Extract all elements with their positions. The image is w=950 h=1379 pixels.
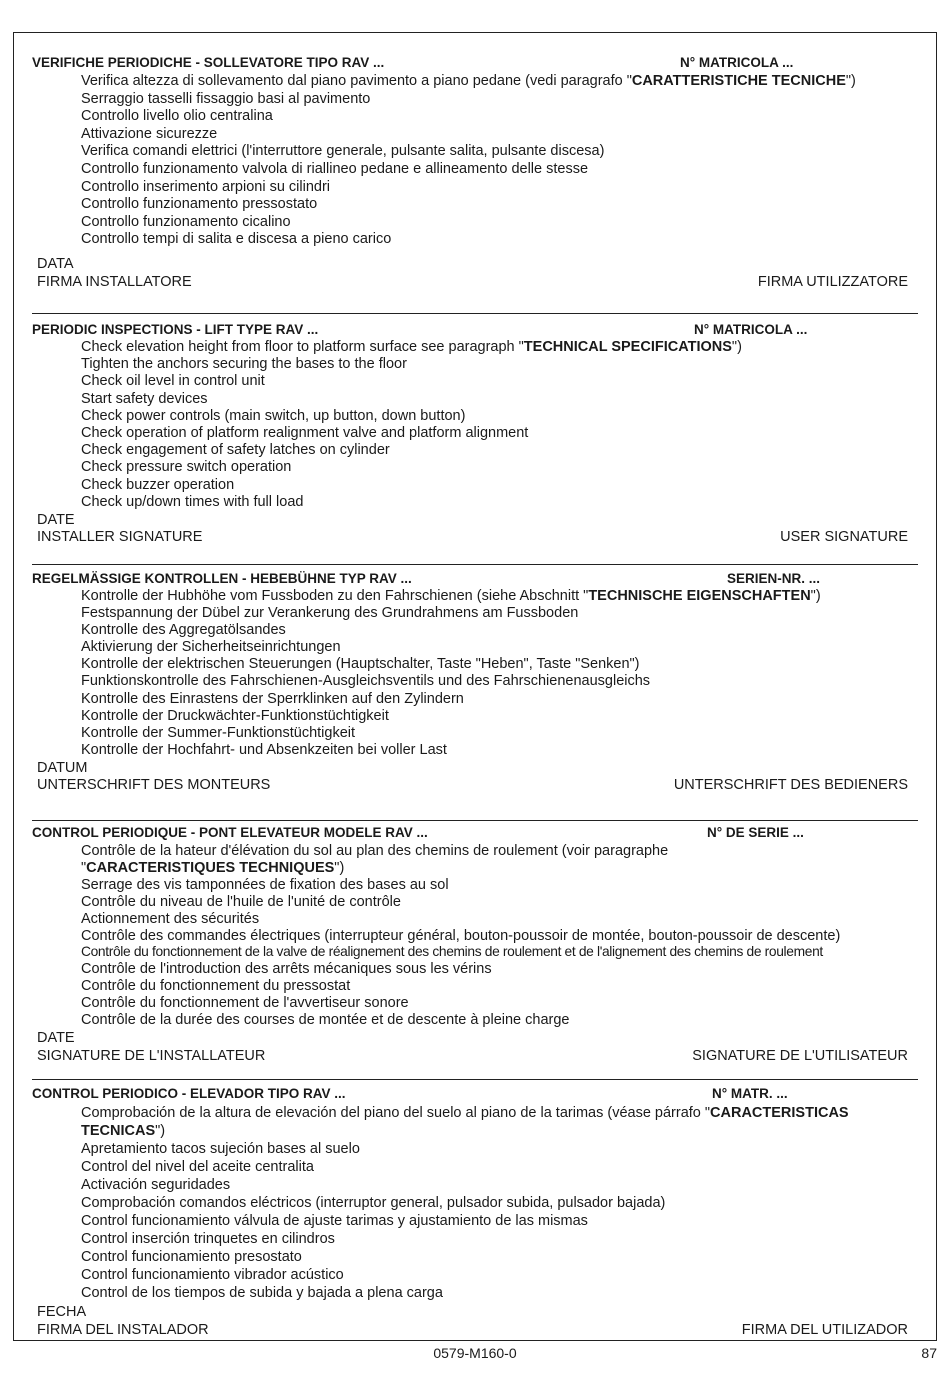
checklist-item — [81, 1122, 926, 1140]
section-title: PERIODIC INSPECTIONS - LIFT TYPE RAV ... — [32, 322, 319, 337]
installer-signature-label: SIGNATURE DE L'INSTALLATEUR — [37, 1048, 266, 1064]
user-signature-label: UNTERSCHRIFT DES BEDIENERS — [673, 777, 908, 793]
section-divider — [32, 820, 918, 821]
checklist-item — [81, 860, 926, 877]
checklist-item: Activación seguridades — [81, 1177, 231, 1193]
item-text: Verifica altezza di sollevamento dal piano pavimento a piano pedane (vedi paragrafo " — [81, 73, 632, 89]
checklist-item: Aktivierung der Sicherheitseinrichtungen — [81, 639, 341, 656]
section-title: REGELMÄSSIGE KONTROLLEN - HEBEBÜHNE TYP RAV ... — [32, 571, 412, 586]
section-divider — [32, 1079, 918, 1080]
serial-label: SERIEN-NR. ... — [727, 571, 821, 586]
checklist-item: Contrôle du fonctionnement du pressostat — [81, 978, 351, 995]
checklist-item: Control inserción trinquetes en cilindros — [81, 1231, 335, 1247]
item-text: " — [81, 859, 87, 876]
item-text: ") — [334, 859, 345, 876]
item-reference: TECHNISCHE EIGENSCHAFTEN — [588, 588, 811, 604]
serial-label: N° DE SERIE ... — [707, 825, 804, 840]
user-signature-label: FIRMA UTILIZZATORE — [757, 274, 908, 290]
installer-signature-label: INSTALLER SIGNATURE — [37, 529, 203, 545]
checklist-item: Kontrolle der Hochfahrt- und Absenkzeiten bei voller Last — [81, 741, 447, 758]
checklist-item: Control funcionamiento válvula de ajuste tarimas y ajustamiento de las mismas — [81, 1213, 588, 1229]
checklist-item: Contrôle du fonctionnement de l'avvertiseur sonore — [81, 995, 409, 1012]
date-label: DATE — [37, 1030, 75, 1046]
page-frame — [13, 32, 937, 1341]
checklist-item: Check power controls (main switch, up button, down button) — [81, 407, 466, 424]
installer-signature-label: FIRMA DEL INSTALADOR — [37, 1322, 209, 1338]
item-text: ") — [845, 73, 856, 89]
user-signature-label: SIGNATURE DE L'UTILISATEUR — [692, 1048, 908, 1064]
item-reference: TECHNICAL SPECIFICATIONS — [523, 339, 732, 355]
checklist-item: Kontrolle der Summer-Funktionstüchtigkeit — [81, 724, 356, 741]
date-label: DATA — [37, 256, 74, 272]
checklist-item: Control de los tiempos de subida y bajada a plena carga — [81, 1285, 443, 1301]
checklist-item: Check up/down times with full load — [81, 493, 304, 510]
section-divider — [32, 564, 918, 565]
checklist-item: Check operation of platform realignment valve and platform alignment — [81, 425, 529, 442]
installer-signature-label: UNTERSCHRIFT DES MONTEURS — [37, 777, 271, 793]
checklist-item: Check engagement of safety latches on cylinder — [81, 442, 390, 459]
checklist-item: Controllo tempi di salita e discesa a pieno carico — [81, 231, 392, 248]
check-list — [81, 339, 926, 511]
check-list — [81, 843, 926, 1029]
checklist-item — [81, 1104, 926, 1122]
serial-label: N° MATRICOLA ... — [680, 55, 794, 70]
user-signature-label: FIRMA DEL UTILIZADOR — [741, 1322, 908, 1338]
checklist-item: Funktionskontrolle des Fahrschienen-Ausgleichsventils und des Fahrschienenausgleichs — [81, 673, 651, 690]
checklist-item: Controllo funzionamento valvola di riallineo pedane e allineamento delle stesse — [81, 160, 589, 177]
item-reference: CARATTERISTICHE TECNICHE — [631, 73, 846, 89]
checklist-item: Kontrolle der elektrischen Steuerungen (Hauptschalter, Taste "Heben", Taste "Senken") — [81, 656, 640, 673]
section-divider — [32, 313, 918, 314]
item-reference: CARACTERISTIQUES TECHNIQUES — [86, 859, 335, 876]
item-reference: CARACTERISTICAS — [710, 1105, 849, 1121]
item-text: Comprobación de la altura de elevación del piano del suelo al piano de la tarimas (véase párrafo " — [81, 1105, 711, 1121]
check-list — [81, 588, 926, 759]
checklist-item: Controllo inserimento arpioni su cilindri — [81, 178, 331, 195]
check-list — [81, 73, 926, 249]
checklist-item: Kontrolle des Einrastens der Sperrklinken auf den Zylindern — [81, 690, 464, 707]
checklist-item: Kontrolle der Druckwächter-Funktionstüchtigkeit — [81, 707, 389, 724]
checklist-item: Attivazione sicurezze — [81, 125, 218, 142]
checklist-item: Verifica comandi elettrici (l'interruttore generale, pulsante salita, pulsante discesa) — [81, 143, 605, 160]
checklist-item: Check pressure switch operation — [81, 459, 292, 476]
checklist-item: Tighten the anchors securing the bases to the floor — [81, 356, 407, 373]
checklist-item: Contrôle de l'introduction des arrêts mécaniques sous les vérins — [81, 961, 492, 978]
checklist-item: Control del nivel del aceite centralita — [81, 1159, 314, 1175]
checklist-item: Controllo funzionamento pressostato — [81, 196, 318, 213]
checklist-item: Control funcionamiento presostato — [81, 1249, 302, 1265]
checklist-item: Serrage des vis tamponnées de fixation des bases au sol — [81, 876, 449, 893]
checklist-item: Comprobación comandos eléctricos (interruptor general, pulsador subida, pulsador bajada) — [81, 1195, 666, 1211]
checklist-item: Contrôle du fonctionnement de la valve de réalignement des chemins de roulement et de l'alignement des chemins de roulement — [81, 944, 823, 960]
item-text: ") — [810, 588, 821, 604]
checklist-item: Festspannung der Dübel zur Verankerung des Grundrahmens am Fussboden — [81, 605, 579, 622]
checklist-item: Kontrolle des Aggregatölsandes — [81, 622, 286, 639]
checklist-item: Start safety devices — [81, 390, 208, 407]
document-code: 0579-M160-0 — [433, 1345, 517, 1361]
checklist-item: Controllo funzionamento cicalino — [81, 213, 291, 230]
section-title: CONTROL PERIODICO - ELEVADOR TIPO RAV ... — [32, 1086, 346, 1101]
date-label: FECHA — [37, 1304, 87, 1320]
section-title: CONTROL PERIODIQUE - PONT ELEVATEUR MODELE RAV ... — [32, 825, 428, 840]
checklist-item: Control funcionamiento vibrador acústico — [81, 1267, 344, 1283]
installer-signature-label: FIRMA INSTALLATORE — [37, 274, 192, 290]
checklist-item: Check oil level in control unit — [81, 373, 265, 390]
checklist-item — [81, 339, 926, 356]
date-label: DATUM — [37, 760, 88, 776]
checklist-item: Apretamiento tacos sujeción bases al suelo — [81, 1141, 360, 1157]
serial-label: N° MATRICOLA ... — [694, 322, 808, 337]
item-reference: TECNICAS — [81, 1123, 156, 1139]
page-number: 87 — [921, 1345, 937, 1361]
checklist-item: Contrôle de la durée des courses de montée et de descente à pleine charge — [81, 1012, 570, 1029]
checklist-item: Check buzzer operation — [81, 476, 235, 493]
checklist-item: Contrôle des commandes électriques (interrupteur général, bouton-poussoir de montée, bouton-poussoir de descente) — [81, 927, 841, 944]
section-title: VERIFICHE PERIODICHE - SOLLEVATORE TIPO RAV ... — [32, 55, 385, 70]
checklist-item: Controllo livello olio centralina — [81, 108, 273, 125]
checklist-item — [81, 73, 926, 91]
checklist-item: Actionnement des sécurités — [81, 910, 260, 927]
checklist-item: Contrôle du niveau de l'huile de l'unité de contrôle — [81, 893, 401, 910]
checklist-item: Contrôle de la hateur d'élévation du sol au plan des chemins de roulement (voir paragraphe — [81, 843, 669, 859]
user-signature-label: USER SIGNATURE — [780, 529, 908, 545]
item-text: Kontrolle der Hubhöhe vom Fussboden zu den Fahrschienen (siehe Abschnitt " — [81, 588, 589, 604]
item-text: Check elevation height from floor to platform surface see paragraph " — [81, 339, 524, 355]
check-list — [81, 1104, 926, 1302]
serial-label: N° MATR. ... — [712, 1086, 788, 1101]
item-text: ") — [731, 339, 742, 355]
checklist-item: Serraggio tasselli fissaggio basi al pavimento — [81, 90, 371, 107]
item-text: ") — [155, 1123, 166, 1139]
checklist-item — [81, 588, 926, 605]
date-label: DATE — [37, 512, 75, 528]
